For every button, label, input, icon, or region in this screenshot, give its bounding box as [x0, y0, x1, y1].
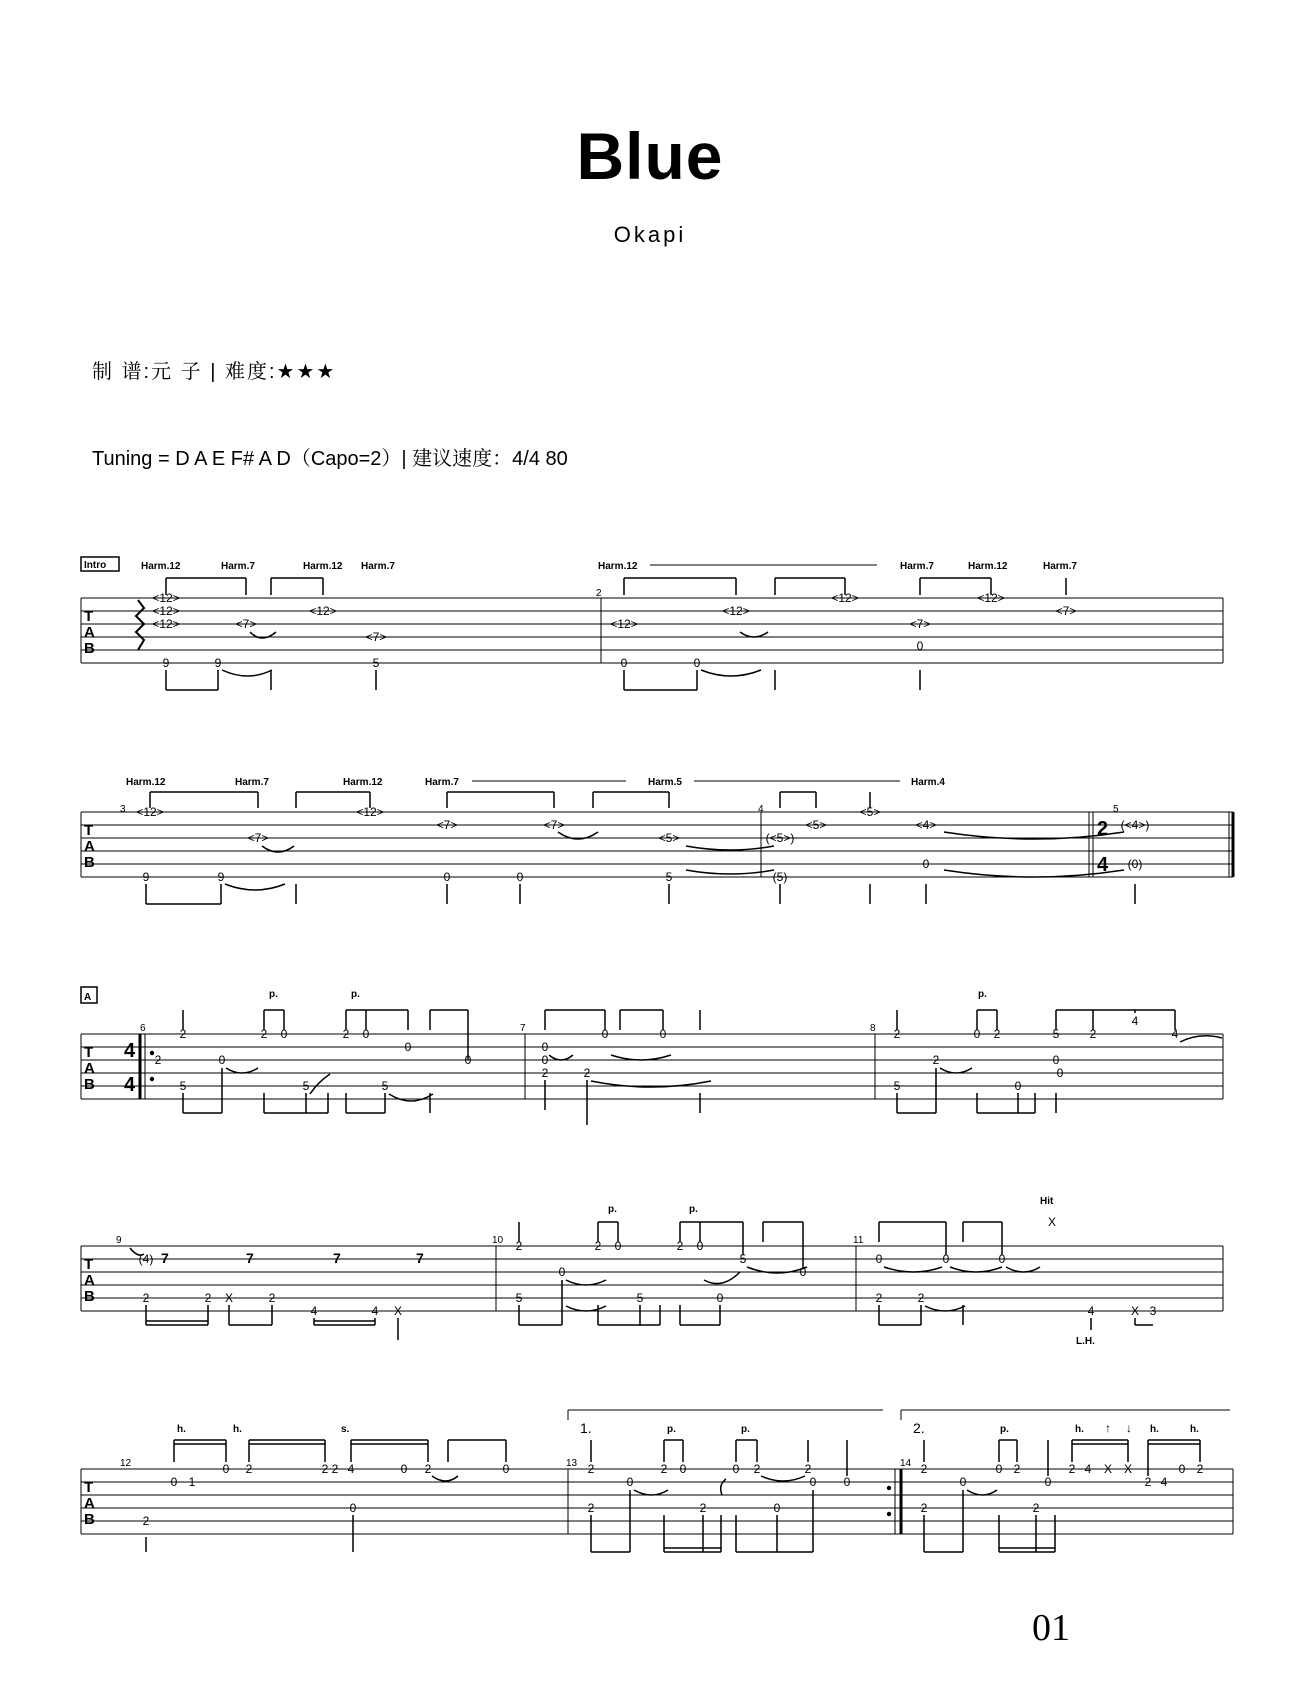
tab-note: 4 — [371, 1304, 379, 1318]
tab-note: <7> — [235, 617, 257, 631]
tab-note: 2 — [321, 1462, 329, 1476]
measure-number: 7 — [520, 1023, 526, 1034]
tab-note: 0 — [1178, 1462, 1186, 1476]
tab-note: <7> — [1055, 604, 1077, 618]
arranger-difficulty-line: 制 谱:元 子 | 难度:★★★ — [92, 361, 337, 383]
tab-note: 0 — [541, 1053, 549, 1067]
tab-note: <7> — [543, 818, 565, 832]
tab-note: <12> — [136, 805, 164, 819]
measure-number: 4 — [758, 804, 764, 815]
annotation: Harm.7 — [361, 561, 395, 572]
tab-note: <7> — [365, 630, 387, 644]
tab-note: 2 — [875, 1291, 883, 1305]
measure-number: 3 — [120, 804, 126, 815]
arpeggio-symbol — [136, 600, 144, 650]
tab-clef-a: A — [84, 1272, 95, 1289]
tab-note: 2 — [804, 1462, 812, 1476]
tab-note: 2 — [268, 1291, 276, 1305]
tab-note: X — [1130, 1304, 1140, 1318]
tab-note: 0 — [679, 1462, 687, 1476]
tab-clef-b: B — [84, 640, 95, 657]
tab-clef-a: A — [84, 1495, 95, 1512]
tab-clef-a: A — [84, 624, 95, 641]
tab-clef-a: A — [84, 838, 95, 855]
tab-note: 2 — [154, 1053, 162, 1067]
annotation: p. — [689, 1204, 698, 1215]
tab-note: (4) — [138, 1252, 154, 1266]
tab-note: 0 — [843, 1475, 851, 1489]
tab-note: 2 — [342, 1027, 350, 1041]
tuning-tempo-line: Tuning = D A E F# A D（Capo=2）| 建议速度：4/4 80 — [92, 448, 568, 470]
tab-note: 2 — [932, 1053, 940, 1067]
tab-clef-a: A — [84, 1060, 95, 1077]
tab-note: 2 — [142, 1291, 150, 1305]
tab-system-5 — [81, 1410, 1233, 1552]
tab-note: 2 — [587, 1462, 595, 1476]
tab-note: 5 — [739, 1252, 747, 1266]
tab-note: 2 — [331, 1462, 339, 1476]
annotation: Harm.12 — [598, 561, 638, 572]
tab-note: <12> — [356, 805, 384, 819]
tab-note: 0 — [601, 1027, 609, 1041]
tab-note: 2 — [1089, 1027, 1097, 1041]
tab-note: 0 — [1052, 1053, 1060, 1067]
measure-number: 14 — [900, 1458, 912, 1469]
tab-note: 0 — [995, 1462, 1003, 1476]
tab-note: 0 — [349, 1501, 357, 1515]
tab-note: (5) — [772, 870, 788, 884]
annotation: Harm.5 — [648, 777, 682, 788]
tab-note: 5 — [893, 1079, 901, 1093]
tab-note: (<4>) — [1120, 818, 1150, 832]
measure-number: 13 — [566, 1458, 578, 1469]
tab-note: <12> — [722, 604, 750, 618]
tab-note: (0) — [1127, 857, 1143, 871]
tab-note: <7> — [909, 617, 931, 631]
tab-note: 2 — [1013, 1462, 1021, 1476]
tab-note: 5 — [1052, 1027, 1060, 1041]
tab-note: 9 — [217, 870, 225, 884]
tab-system-4 — [81, 1196, 1223, 1347]
tab-note: 0 — [362, 1027, 370, 1041]
annotation: p. — [269, 989, 278, 1000]
annotation: p. — [667, 1424, 676, 1435]
tab-note: 2 — [179, 1027, 187, 1041]
tab-note: 0 — [218, 1053, 226, 1067]
annotation: Harm.12 — [968, 561, 1008, 572]
section-a-label: A — [84, 992, 92, 1003]
tab-note: 0 — [558, 1265, 566, 1279]
time-signature: 4 — [1097, 854, 1109, 876]
tab-note: 0 — [464, 1053, 472, 1067]
tab-note: 0 — [973, 1027, 981, 1041]
tab-note: <5> — [805, 818, 827, 832]
tab-clef-b: B — [84, 1511, 95, 1528]
annotation: Harm.12 — [303, 561, 343, 572]
annotation: Harm.7 — [235, 777, 269, 788]
tab-note: 2 — [1196, 1462, 1204, 1476]
tab-note: 0 — [400, 1462, 408, 1476]
song-title: Blue — [576, 119, 724, 193]
annotation: p. — [608, 1204, 617, 1215]
tab-note: <7> — [247, 831, 269, 845]
time-signature: 2 — [1097, 818, 1109, 840]
annotation: Harm.12 — [126, 777, 166, 788]
tab-note: <12> — [831, 591, 859, 605]
annotation: Harm.7 — [1043, 561, 1077, 572]
annotation: Hit — [1040, 1196, 1054, 1207]
tab-note: 0 — [1014, 1079, 1022, 1093]
tab-note: X — [393, 1304, 403, 1318]
tab-note: 4 — [1160, 1475, 1168, 1489]
tab-note: <12> — [152, 617, 180, 631]
tab-note: 0 — [942, 1252, 950, 1266]
tab-note: 0 — [659, 1027, 667, 1041]
annotation: h. — [1190, 1424, 1199, 1435]
rest-symbol: 7 — [333, 1250, 341, 1266]
tab-note: <12> — [152, 591, 180, 605]
tab-note: 0 — [1056, 1066, 1064, 1080]
measure-number: 2 — [596, 588, 602, 599]
arrow-down-icon: ↓ — [1126, 1421, 1132, 1435]
tab-note: 2 — [993, 1027, 1001, 1041]
tab-clef-b: B — [84, 1076, 95, 1093]
measure-number: 6 — [140, 1023, 146, 1034]
annotation: Harm.4 — [911, 777, 945, 788]
tab-note: 5 — [636, 1291, 644, 1305]
tab-note: 2 — [920, 1462, 928, 1476]
tab-note: 4 — [1087, 1304, 1095, 1318]
tab-note: 0 — [799, 1265, 807, 1279]
tab-note: <12> — [152, 604, 180, 618]
measure-number: 10 — [492, 1235, 504, 1246]
tab-note: 0 — [693, 656, 701, 670]
tab-note: 0 — [959, 1475, 967, 1489]
annotation: p. — [741, 1424, 750, 1435]
tab-note: 0 — [502, 1462, 510, 1476]
tab-clef-t: T — [84, 1256, 94, 1273]
annotation: p. — [351, 989, 360, 1000]
tab-note: 0 — [170, 1475, 178, 1489]
tab-note: 2 — [424, 1462, 432, 1476]
tab-note: 5 — [665, 870, 673, 884]
tab-clef-t: T — [84, 1479, 94, 1496]
tab-note: 5 — [302, 1079, 310, 1093]
page-number: 01 — [1032, 1607, 1070, 1649]
time-signature: 4 — [124, 1040, 136, 1062]
tab-note: 0 — [922, 857, 930, 871]
measure-number: 12 — [120, 1458, 132, 1469]
tab-clef-b: B — [84, 1288, 95, 1305]
tab-system-2 — [81, 777, 1233, 904]
tab-note: <7> — [436, 818, 458, 832]
tab-note: (<5>) — [765, 831, 795, 845]
annotation: p. — [1000, 1424, 1009, 1435]
rest-symbol: 7 — [246, 1250, 254, 1266]
tab-note: 0 — [809, 1475, 817, 1489]
tab-clef-b: B — [84, 854, 95, 871]
tab-note: 0 — [1044, 1475, 1052, 1489]
annotation: L.H. — [1076, 1336, 1095, 1347]
tab-note: 2 — [917, 1291, 925, 1305]
tab-note: <5> — [859, 805, 881, 819]
annotation: p. — [978, 989, 987, 1000]
tab-note: 1 — [188, 1475, 196, 1489]
tab-note: 2 — [1144, 1475, 1152, 1489]
measure-number: 9 — [116, 1235, 122, 1246]
tab-note: X — [224, 1291, 234, 1305]
tab-note: 2 — [245, 1462, 253, 1476]
annotation: s. — [341, 1424, 350, 1435]
tab-note: 0 — [626, 1475, 634, 1489]
tab-note: 0 — [516, 870, 524, 884]
tab-note: 5 — [381, 1079, 389, 1093]
tab-note: 5 — [515, 1291, 523, 1305]
rest-symbol: 7 — [416, 1250, 424, 1266]
measure-number: 5 — [1113, 804, 1119, 815]
annotation: h. — [1150, 1424, 1159, 1435]
measure-number: 8 — [870, 1023, 876, 1034]
ending-bracket-label: 2. — [913, 1420, 925, 1436]
tab-note: 3 — [1149, 1304, 1157, 1318]
annotation: Harm.7 — [221, 561, 255, 572]
tab-clef-t: T — [84, 822, 94, 839]
tab-note: 2 — [583, 1066, 591, 1080]
tab-note: 2 — [260, 1027, 268, 1041]
tab-note: 2 — [594, 1239, 602, 1253]
tab-note: 2 — [676, 1239, 684, 1253]
tab-note: 2 — [1032, 1501, 1040, 1515]
tab-note: <4> — [915, 818, 937, 832]
tab-note: 4 — [310, 1304, 318, 1318]
tab-note: 4 — [1131, 1014, 1139, 1028]
tab-note: 2 — [660, 1462, 668, 1476]
tab-note: X — [1047, 1215, 1057, 1229]
annotation: h. — [233, 1424, 242, 1435]
annotation: Harm.7 — [425, 777, 459, 788]
tab-note: 9 — [142, 870, 150, 884]
tab-note: 0 — [696, 1239, 704, 1253]
annotation: Harm.12 — [141, 561, 181, 572]
tab-note: 0 — [443, 870, 451, 884]
tab-note: 0 — [280, 1027, 288, 1041]
tab-note: 0 — [732, 1462, 740, 1476]
song-artist: Okapi — [613, 222, 687, 247]
tab-note: 2 — [893, 1027, 901, 1041]
tab-note: 0 — [541, 1040, 549, 1054]
tab-note: 2 — [515, 1239, 523, 1253]
tab-note: 0 — [716, 1291, 724, 1305]
tab-note: X — [1123, 1462, 1133, 1476]
tab-note: 0 — [773, 1501, 781, 1515]
tab-note: <12> — [309, 604, 337, 618]
tab-note: 9 — [214, 656, 222, 670]
tab-note: 2 — [699, 1501, 707, 1515]
tab-note: 5 — [179, 1079, 187, 1093]
tab-note: 4 — [1171, 1027, 1179, 1041]
annotation: Harm.7 — [900, 561, 934, 572]
tab-system-3 — [81, 987, 1223, 1125]
annotation: h. — [177, 1424, 186, 1435]
tab-note: 0 — [614, 1239, 622, 1253]
rest-symbol: 7 — [161, 1250, 169, 1266]
tab-note: 2 — [204, 1291, 212, 1305]
tab-note: 2 — [1068, 1462, 1076, 1476]
tab-note: X — [1103, 1462, 1113, 1476]
tab-note: 5 — [372, 656, 380, 670]
tab-note: 0 — [404, 1040, 412, 1054]
tab-note: <5> — [658, 831, 680, 845]
tab-note: 0 — [916, 639, 924, 653]
tab-note: 4 — [1084, 1462, 1092, 1476]
section-intro-label: Intro — [84, 560, 107, 571]
tab-note: <12> — [977, 591, 1005, 605]
annotation: h. — [1075, 1424, 1084, 1435]
tab-note: 4 — [347, 1462, 355, 1476]
tab-note: 0 — [875, 1252, 883, 1266]
tab-note: 0 — [998, 1252, 1006, 1266]
tab-note: 2 — [142, 1514, 150, 1528]
tab-note: <12> — [610, 617, 638, 631]
tab-note: 2 — [587, 1501, 595, 1515]
measure-number: 11 — [853, 1235, 864, 1246]
tab-note: 2 — [920, 1501, 928, 1515]
tab-clef-t: T — [84, 608, 94, 625]
tab-note: 9 — [162, 656, 170, 670]
ending-bracket-label: 1. — [580, 1420, 592, 1436]
tab-note: 0 — [620, 656, 628, 670]
time-signature: 4 — [124, 1074, 136, 1096]
tab-clef-t: T — [84, 1044, 94, 1061]
tab-note: 2 — [541, 1066, 549, 1080]
arrow-up-icon: ↑ — [1105, 1421, 1111, 1435]
tab-system-1 — [81, 557, 1223, 690]
tab-note: 2 — [753, 1462, 761, 1476]
tab-note: 0 — [222, 1462, 230, 1476]
annotation: Harm.12 — [343, 777, 383, 788]
